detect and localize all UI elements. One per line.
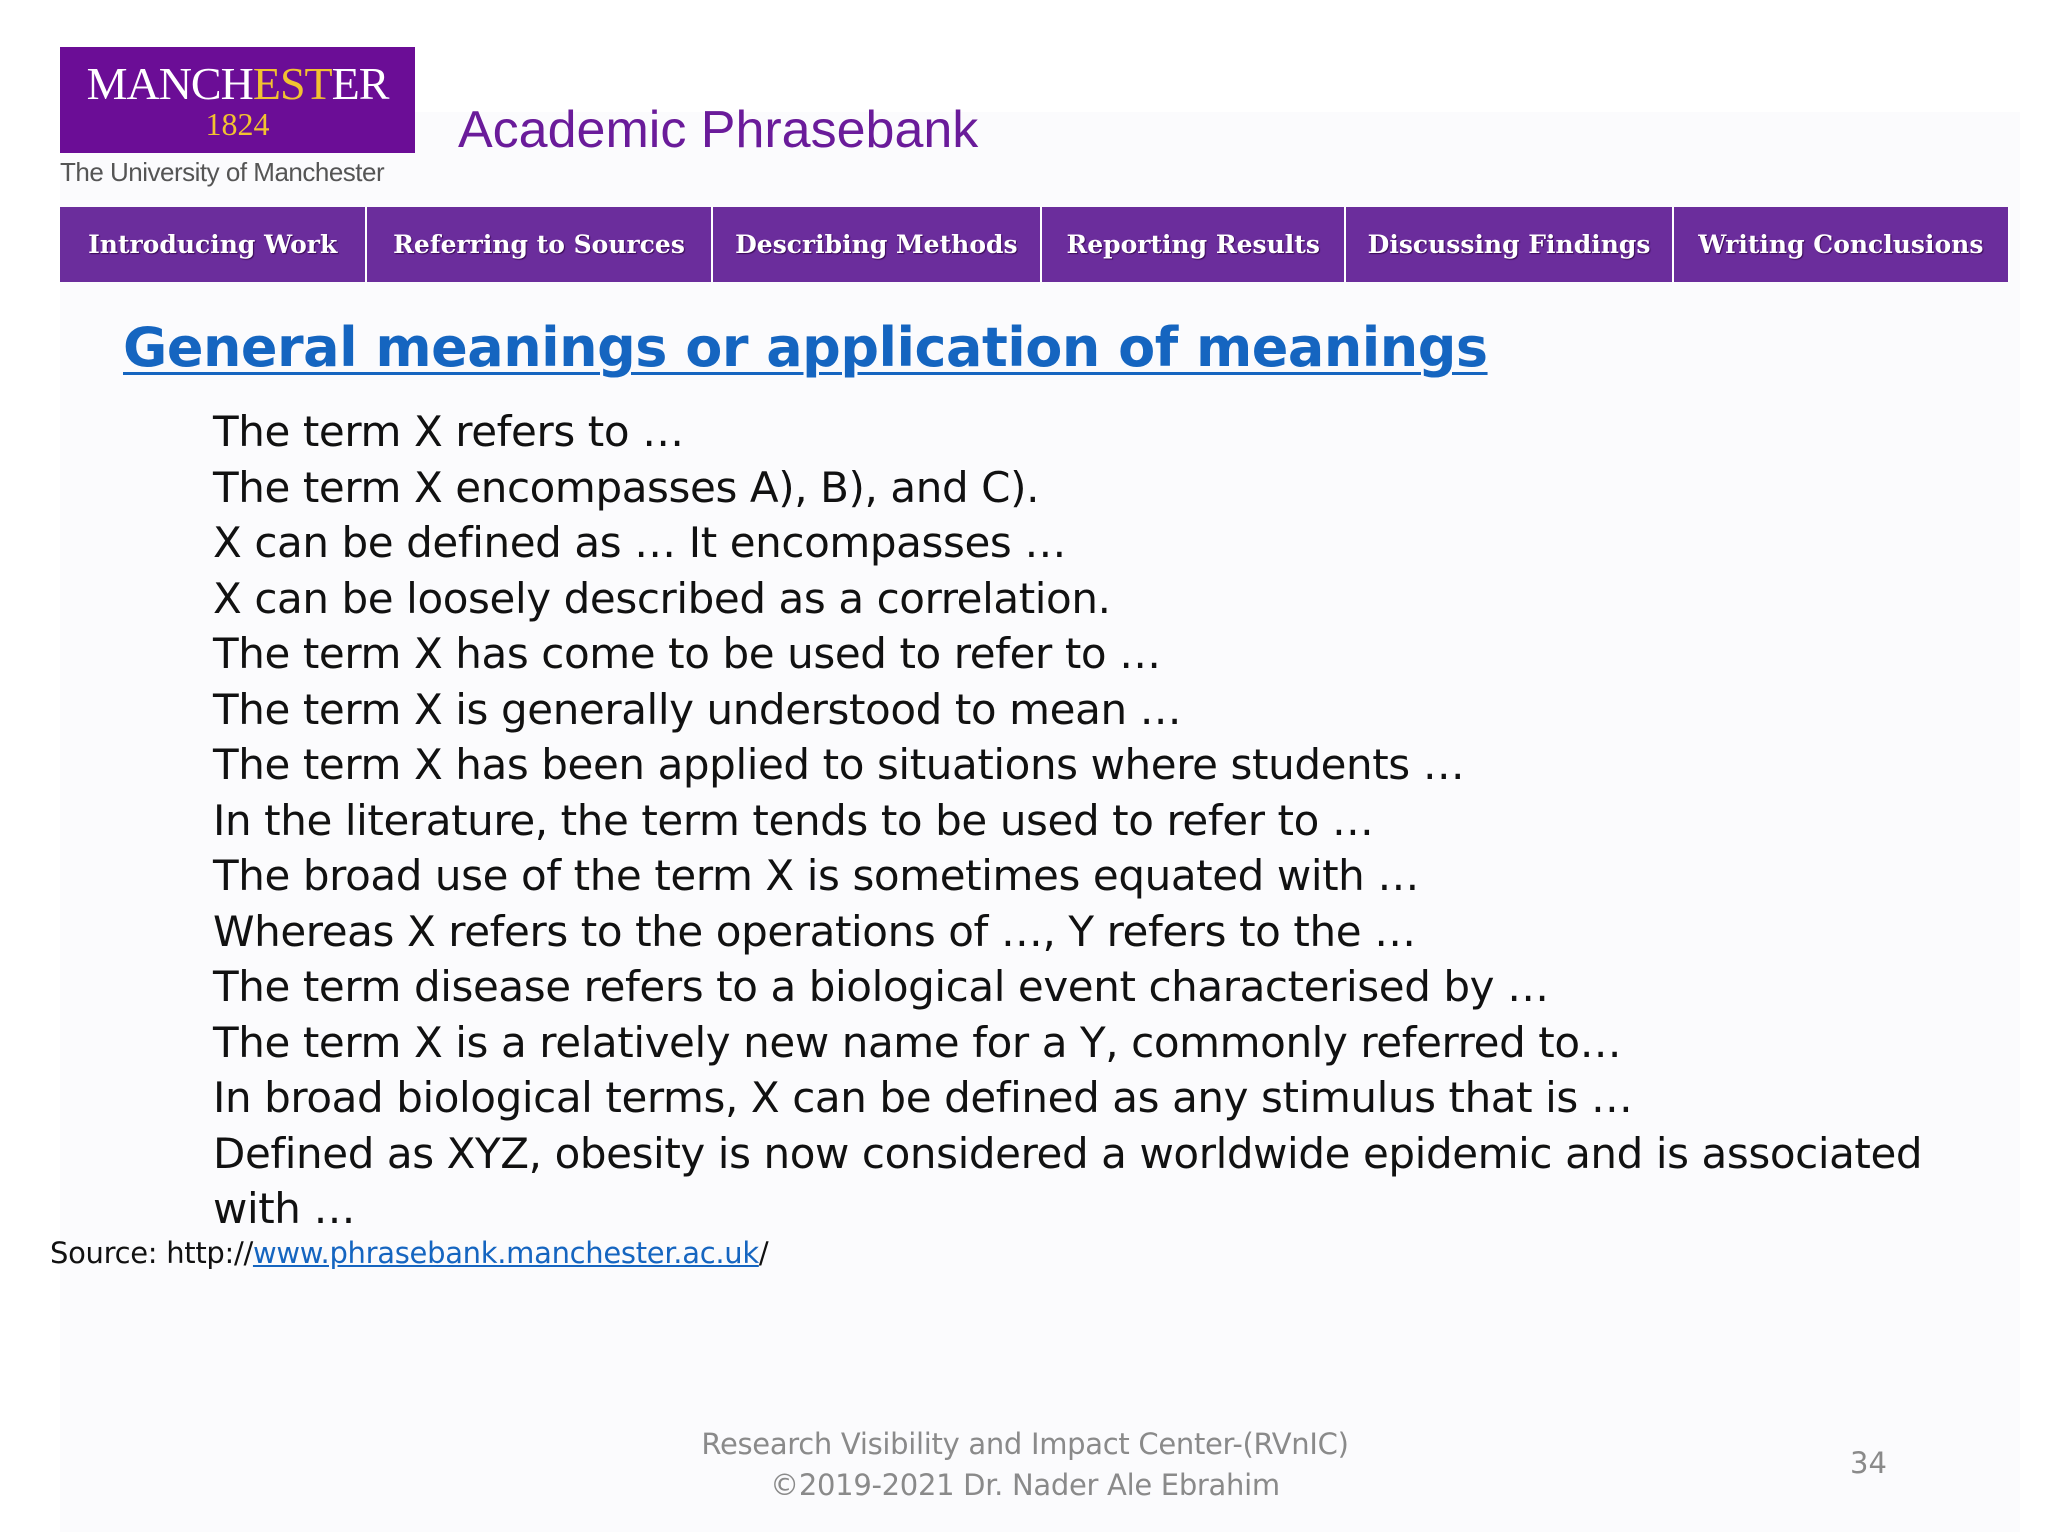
logo-subtitle: The University of Manchester bbox=[60, 157, 385, 187]
logo-box bbox=[60, 47, 415, 153]
phrase-item: The term X has come to be used to refer to … bbox=[213, 629, 1161, 678]
main-nav bbox=[60, 207, 2010, 282]
footer-line-1: Research Visibility and Impact Center-(RVnIC) bbox=[701, 1427, 1349, 1461]
tab-reporting-results[interactable]: Reporting Results bbox=[1042, 207, 1346, 282]
tab-introducing-work[interactable]: Introducing Work bbox=[60, 207, 367, 282]
phrase-item: Defined as XYZ, obesity is now considered a worldwide epidemic and is associated with … bbox=[213, 1128, 1923, 1233]
phrase-item: The term X has been applied to situations where students … bbox=[213, 740, 1465, 789]
university-logo bbox=[60, 47, 415, 188]
source-citation bbox=[50, 1236, 768, 1270]
phrase-item: The term X encompasses A), B), and C). bbox=[213, 462, 1040, 512]
tab-discussing-findings[interactable]: Discussing Findings bbox=[1346, 207, 1673, 282]
logo-wordmark-part2: EST bbox=[252, 58, 332, 109]
phrase-item: The term X is a relatively new name for a Y, commonly referred to… bbox=[213, 1017, 1622, 1067]
slide-footer bbox=[620, 1424, 1430, 1506]
app-title: Academic Phrasebank bbox=[458, 101, 979, 159]
phrase-item: In broad biological terms, X can be defined as any stimulus that is … bbox=[213, 1073, 1633, 1122]
logo-wordmark-part1: MANCH bbox=[86, 58, 253, 109]
logo-wordmark-part3: ER bbox=[331, 58, 389, 109]
phrase-item: The term X is generally understood to mean … bbox=[213, 684, 1182, 734]
logo-wordmark bbox=[87, 60, 389, 108]
phrase-item: Whereas X refers to the operations of …, Y refers to the … bbox=[213, 906, 1416, 956]
phrase-item: X can be defined as … It encompasses … bbox=[213, 518, 1066, 567]
phrase-item: The term X refers to … bbox=[213, 407, 684, 456]
source-prefix: Source: http:// bbox=[50, 1236, 253, 1270]
page-number: 34 bbox=[1850, 1446, 1887, 1480]
section-heading: General meanings or application of meanings bbox=[123, 316, 1488, 379]
logo-year: 1824 bbox=[205, 106, 270, 142]
phrase-list bbox=[213, 404, 2003, 1237]
phrase-item: The broad use of the term X is sometimes equated with … bbox=[213, 851, 1419, 900]
phrase-item: The term disease refers to a biological event characterised by … bbox=[213, 962, 1549, 1011]
source-suffix: / bbox=[758, 1236, 769, 1270]
phrase-item: X can be loosely described as a correlation. bbox=[213, 573, 1111, 623]
source-link[interactable]: www.phrasebank.manchester.ac.uk bbox=[252, 1236, 759, 1270]
tab-referring-to-sources[interactable]: Referring to Sources bbox=[367, 207, 712, 282]
tab-describing-methods[interactable]: Describing Methods bbox=[713, 207, 1042, 282]
phrase-item: In the literature, the term tends to be used to refer to … bbox=[213, 795, 1374, 845]
tab-writing-conclusions[interactable]: Writing Conclusions bbox=[1674, 207, 2010, 282]
footer-line-2: ©2019-2021 Dr. Nader Ale Ebrahim bbox=[770, 1468, 1280, 1502]
